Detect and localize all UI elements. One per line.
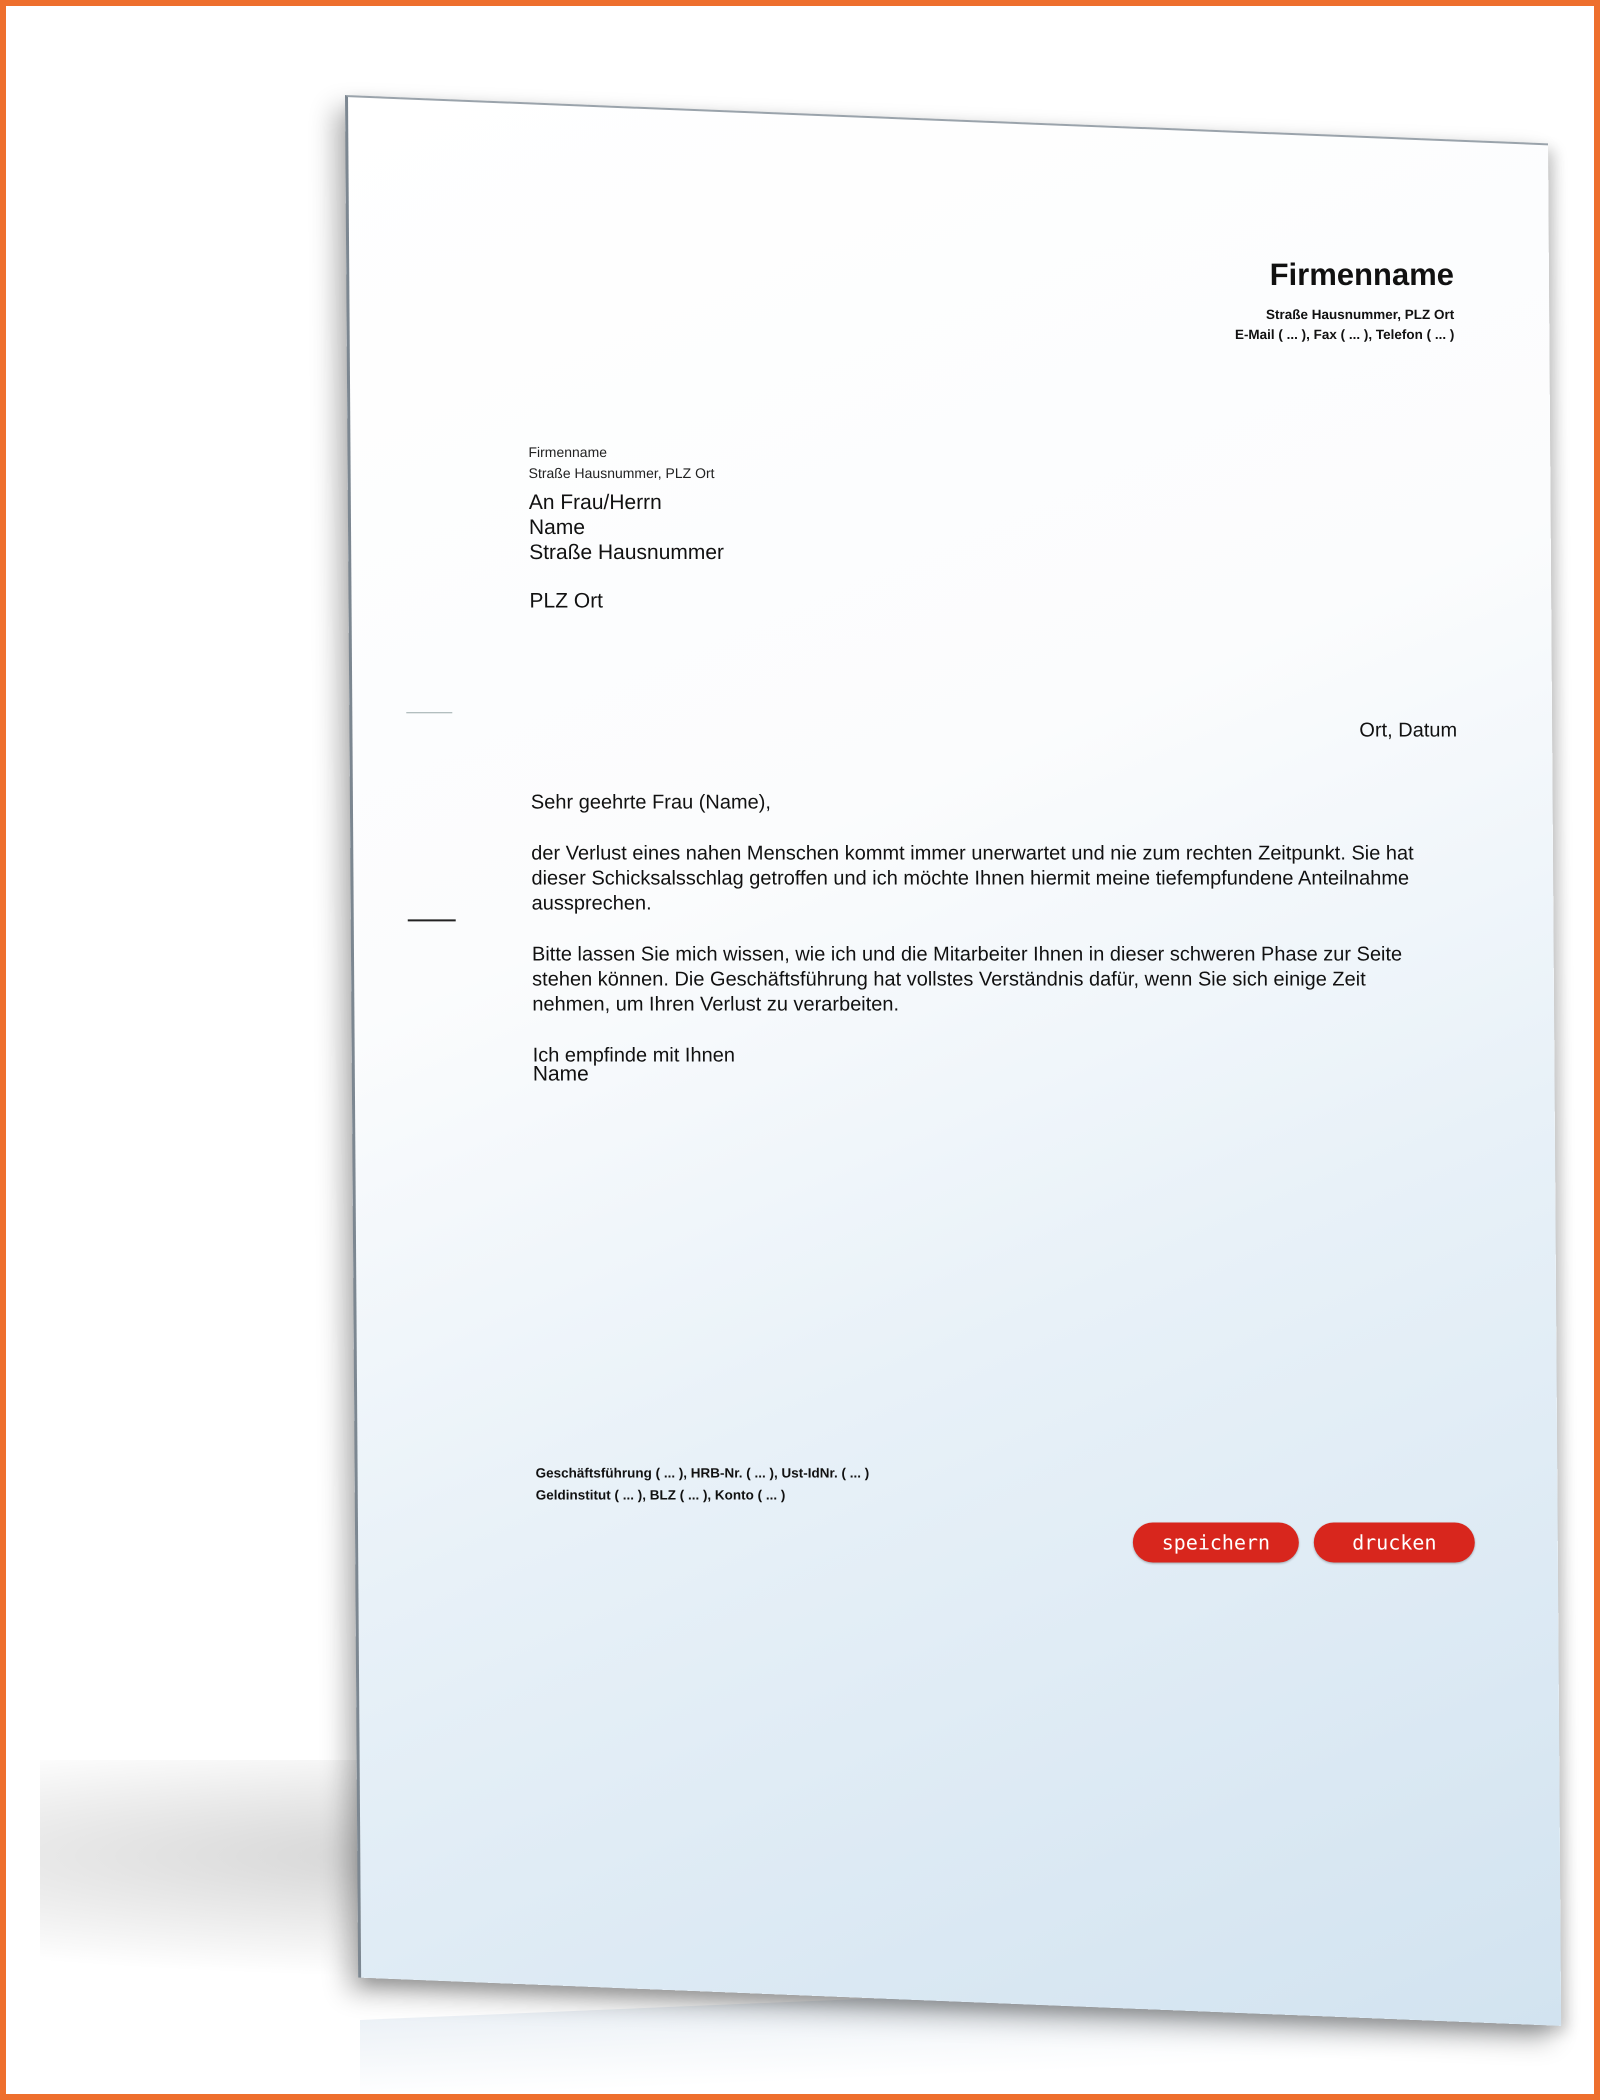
letter-paragraph: Bitte lassen Sie mich wissen, wie ich und die Mitarbeiter Ihnen in dieser schweren Phase zur Seite stehen können. Die Geschäftsführung hat vollstes Verständnis dafür, wenn Sie sich einige Zeit nehmen, um Ihren Verlust zu verarbeiten. (531, 943, 1403, 1016)
recipient-name: Name (528, 516, 586, 540)
letter-page (345, 95, 1561, 2026)
return-address-street: Straße Hausnummer, PLZ Ort (528, 465, 715, 482)
recipient-city: PLZ Ort (529, 589, 604, 613)
recipient-salutation: An Frau/Herrn (528, 491, 662, 515)
letterhead-contact: E-Mail ( ... ), Fax ( ... ), Telefon ( ... ) (1234, 327, 1455, 343)
return-address (528, 442, 714, 484)
letter-content (348, 107, 1561, 1988)
recipient-address (529, 490, 725, 613)
letter-body (531, 790, 1438, 1094)
return-address-company: Firmenname (528, 444, 608, 461)
print-button[interactable]: drucken (1314, 1523, 1475, 1563)
letterhead (1234, 257, 1454, 345)
letter-signature: Name (532, 1062, 589, 1086)
recipient-street: Straße Hausnummer (529, 541, 725, 565)
punch-mark (408, 919, 456, 921)
letter-closing: Ich empfinde mit Ihnen (532, 1044, 736, 1067)
letterhead-address: Straße Hausnummer, PLZ Ort (1265, 307, 1455, 323)
save-button[interactable]: speichern (1133, 1523, 1299, 1563)
footer-bank: Geldinstitut ( ... ), BLZ ( ... ), Konto ( ... ) (535, 1487, 786, 1503)
place-date: Ort, Datum (1359, 719, 1458, 742)
fold-mark (406, 712, 452, 713)
letter-footer (535, 1462, 869, 1506)
letterhead-company-name: Firmenname (1269, 257, 1455, 293)
footer-management: Geschäftsführung ( ... ), HRB-Nr. ( ... ), Ust-IdNr. ( ... ) (535, 1465, 870, 1481)
letter-paragraph: der Verlust eines nahen Menschen kommt immer unerwartet und nie zum rechten Zeitpunkt. Sie hat dieser Schicksalsschlag getroffen und ich möchte Ihnen hiermit meine tiefempfundene Anteilnahme aussprechen. (531, 842, 1414, 915)
letter-greeting: Sehr geehrte Frau (Name), (530, 791, 772, 814)
